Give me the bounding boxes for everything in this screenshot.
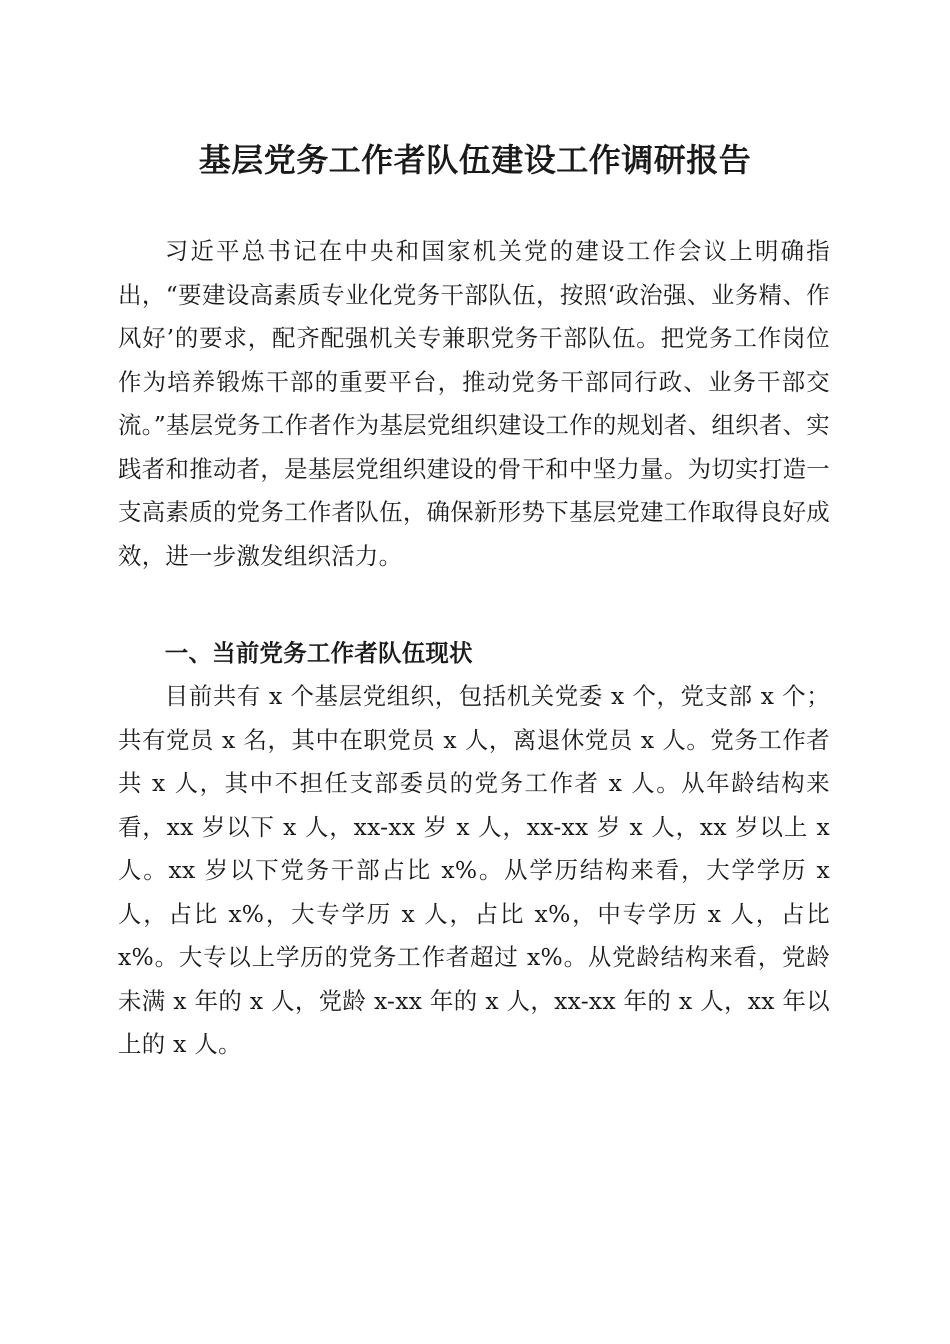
intro-paragraph: 习近平总书记在中央和国家机关党的建设工作会议上明确指出，“要建设高素质专业化党务干部队伍，按照‘政治强、业务精、作风好’的要求，配齐配强机关专兼职党务干部队伍。把党务工作岗位作为培养锻炼干部的重要平台，推动党务干部同行政、业务干部交流。”基层党务工作者作为基层党组织建设工作的规划者、组织者、实践者和推动者，是基层党组织建设的骨干和中坚力量。为切实打造一支高素质的党务工作者队伍，确保新形势下基层党建工作取得良好成效，进一步激发组织活力。: [118, 237, 830, 570]
status-paragraph: 目前共有 x 个基层党组织，包括机关党委 x 个，党支部 x 个；共有党员 x 名，其中在职党员 x 人，离退休党员 x 人。党务工作者共 x 人，其中不担任支部委员的党务工作者 x 人。从年龄结构来看，xx 岁以下 x 人，xx-xx 岁 x 人，xx-xx 岁 x 人，xx 岁以上 x 人。xx 岁以下党务干部占比 x%。从学历结构来看，大学学历 x 人，占比 x%，大专学历 x 人，占比 x%，中专学历 x 人，占比 x%。大专以上学历的党务工作者超过 x%。从党龄结构来看，党龄未满 x 年的 x 人，党龄 x-xx 年的 x 人，xx-xx 年的 x 人，xx 年以上的 x 人。: [118, 682, 830, 1058]
document-title: 基层党务工作者队伍建设工作调研报告: [198, 141, 752, 179]
section-heading: 一、当前党务工作者队伍现状: [164, 639, 473, 667]
